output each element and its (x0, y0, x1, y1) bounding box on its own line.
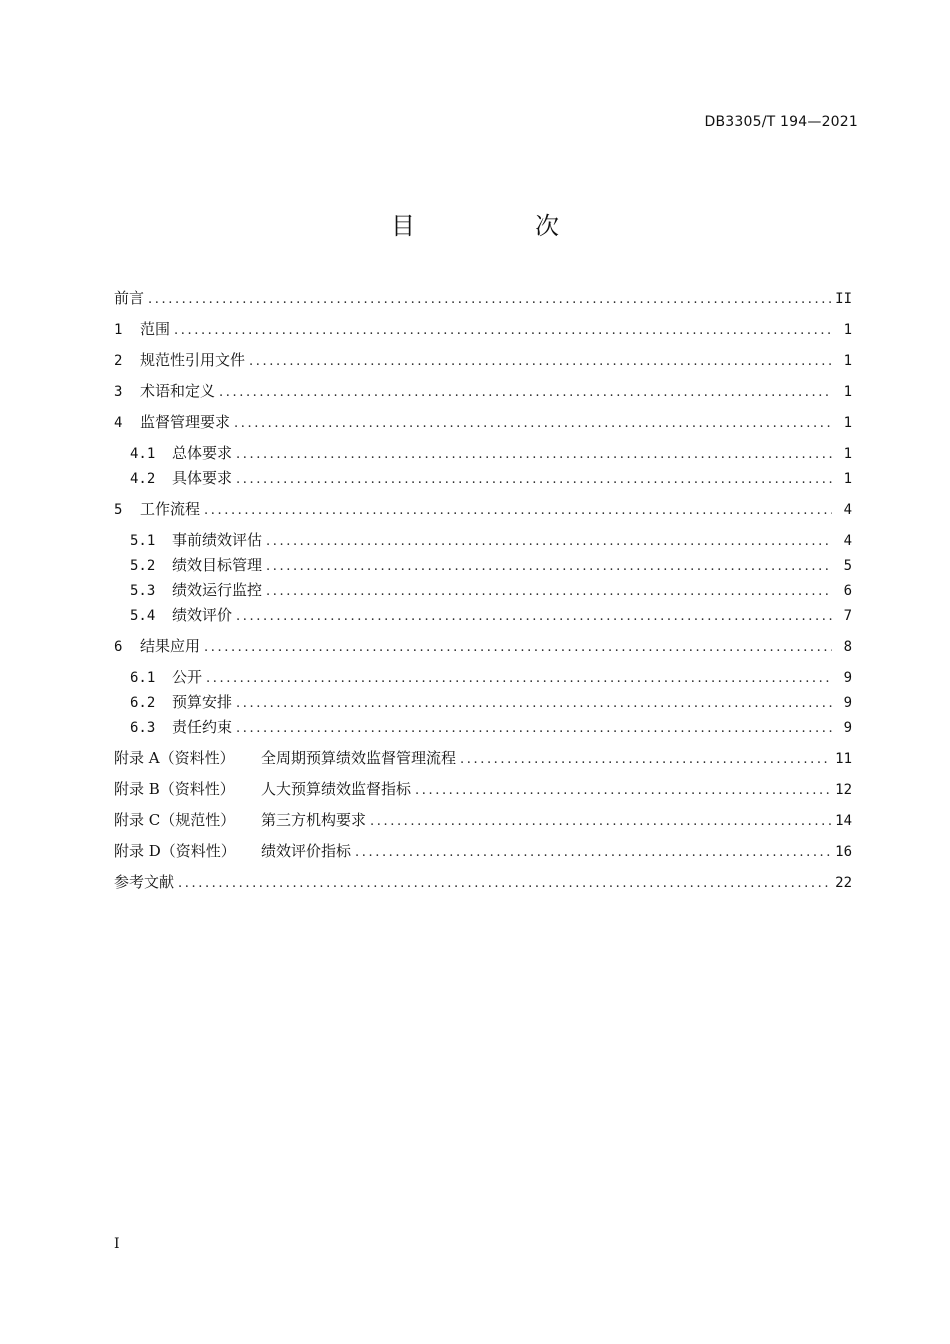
toc-entry[interactable] (114, 528, 852, 552)
toc-appendix-prefix: 附录 A（资料性） (114, 749, 235, 767)
toc-entry[interactable] (114, 690, 852, 714)
toc-entry[interactable] (114, 466, 852, 490)
toc-entry-page: 11 (835, 751, 852, 767)
toc-entry-number: 4.1 (130, 446, 156, 462)
toc-entry[interactable] (114, 553, 852, 577)
toc-entry-page: 9 (843, 695, 852, 711)
toc-entry-label: 责任约束 (172, 718, 233, 736)
toc-entry-label: 预算安排 (172, 693, 233, 711)
toc-entry-page: 1 (843, 471, 852, 487)
toc-entry-page: 1 (843, 322, 852, 338)
toc-entry-page: 1 (843, 353, 852, 369)
toc-entry-label: 术语和定义 (140, 382, 216, 400)
toc-entry[interactable] (114, 870, 852, 894)
toc-entry-label: 工作流程 (140, 500, 201, 518)
toc-entry-label: 前言 (114, 289, 145, 307)
toc-entry-number: 6 (114, 639, 123, 655)
toc-leader-dots (355, 841, 831, 865)
toc-appendix-prefix: 附录 C（规范性） (114, 811, 236, 829)
toc-entry-number: 5 (114, 502, 123, 518)
toc-leader-dots (415, 779, 831, 803)
toc-entry[interactable] (114, 317, 852, 341)
toc-entry-page: 1 (843, 446, 852, 462)
toc-leader-dots (236, 468, 832, 492)
toc-entry-number: 4 (114, 415, 123, 431)
toc-entry-label: 人大预算绩效监督指标 (261, 780, 412, 798)
table-of-contents (114, 286, 852, 894)
toc-leader-dots (148, 288, 831, 312)
toc-entry-label: 绩效运行监控 (172, 581, 263, 599)
toc-entry-number: 5.4 (130, 608, 156, 624)
toc-entry-page: 8 (843, 639, 852, 655)
toc-leader-dots (266, 580, 832, 604)
toc-entry[interactable] (114, 286, 852, 310)
toc-leader-dots (266, 555, 832, 579)
toc-entry[interactable] (114, 410, 852, 434)
toc-entry[interactable] (114, 665, 852, 689)
toc-entry-number: 3 (114, 384, 123, 400)
toc-entry-number: 1 (114, 322, 123, 338)
toc-entry-number: 5.1 (130, 533, 156, 549)
toc-appendix-prefix: 附录 B（资料性） (114, 780, 235, 798)
toc-entry-label: 规范性引用文件 (140, 351, 246, 369)
toc-entry-label: 事前绩效评估 (172, 531, 263, 549)
toc-entry-label: 总体要求 (172, 444, 233, 462)
toc-entry-label: 具体要求 (172, 469, 233, 487)
toc-leader-dots (178, 872, 831, 896)
toc-entry-page: 16 (835, 844, 852, 860)
toc-entry-label: 全周期预算绩效监督管理流程 (261, 749, 457, 767)
toc-leader-dots (174, 319, 832, 343)
toc-leader-dots (236, 717, 832, 741)
toc-entry-page: 5 (843, 558, 852, 574)
toc-entry[interactable] (114, 634, 852, 658)
toc-leader-dots (370, 810, 831, 834)
toc-leader-dots (219, 381, 832, 405)
toc-entry-label: 公开 (172, 668, 203, 686)
toc-entry-label: 绩效评价 (172, 606, 233, 624)
toc-entry[interactable] (114, 746, 852, 770)
toc-entry[interactable] (114, 441, 852, 465)
toc-entry-label: 监督管理要求 (140, 413, 231, 431)
toc-leader-dots (249, 350, 832, 374)
toc-entry[interactable] (114, 348, 852, 372)
toc-leader-dots (204, 636, 832, 660)
toc-entry-label: 结果应用 (140, 637, 201, 655)
toc-entry-page: 22 (835, 875, 852, 891)
toc-entry-page: 9 (843, 720, 852, 736)
toc-entry-page: 1 (843, 415, 852, 431)
toc-entry-label: 绩效评价指标 (261, 842, 352, 860)
toc-leader-dots (236, 605, 832, 629)
toc-entry[interactable] (114, 715, 852, 739)
toc-entry-page: II (835, 291, 852, 307)
toc-entry[interactable] (114, 808, 852, 832)
toc-leader-dots (460, 748, 831, 772)
toc-entry-page: 14 (835, 813, 852, 829)
toc-entry-number: 5.3 (130, 583, 156, 599)
toc-entry[interactable] (114, 603, 852, 627)
toc-leader-dots (236, 692, 832, 716)
toc-entry-page: 1 (843, 384, 852, 400)
toc-entry-label: 参考文献 (114, 873, 175, 891)
toc-entry[interactable] (114, 777, 852, 801)
toc-entry[interactable] (114, 497, 852, 521)
toc-entry-number: 2 (114, 353, 123, 369)
toc-leader-dots (206, 667, 832, 691)
toc-entry[interactable] (114, 578, 852, 602)
toc-leader-dots (266, 530, 832, 554)
toc-entry[interactable] (114, 379, 852, 403)
toc-entry-page: 6 (843, 583, 852, 599)
page-number: I (114, 1236, 120, 1252)
toc-entry-label: 绩效目标管理 (172, 556, 263, 574)
toc-entry-number: 6.1 (130, 670, 156, 686)
toc-entry-label: 范围 (140, 320, 171, 338)
toc-entry-page: 4 (843, 533, 852, 549)
toc-leader-dots (236, 443, 832, 467)
toc-entry-page: 9 (843, 670, 852, 686)
toc-entry-number: 6.3 (130, 720, 156, 736)
toc-entry-label: 第三方机构要求 (261, 811, 367, 829)
toc-entry-number: 5.2 (130, 558, 156, 574)
toc-appendix-prefix: 附录 D（资料性） (114, 842, 236, 860)
toc-entry[interactable] (114, 839, 852, 863)
toc-entry-number: 6.2 (130, 695, 156, 711)
toc-entry-number: 4.2 (130, 471, 156, 487)
toc-leader-dots (234, 412, 832, 436)
page-title: 目 次 (391, 212, 607, 240)
toc-entry-page: 4 (843, 502, 852, 518)
toc-entry-page: 12 (835, 782, 852, 798)
toc-leader-dots (204, 499, 832, 523)
document-number: DB3305/T 194—2021 (704, 114, 858, 130)
toc-entry-page: 7 (843, 608, 852, 624)
